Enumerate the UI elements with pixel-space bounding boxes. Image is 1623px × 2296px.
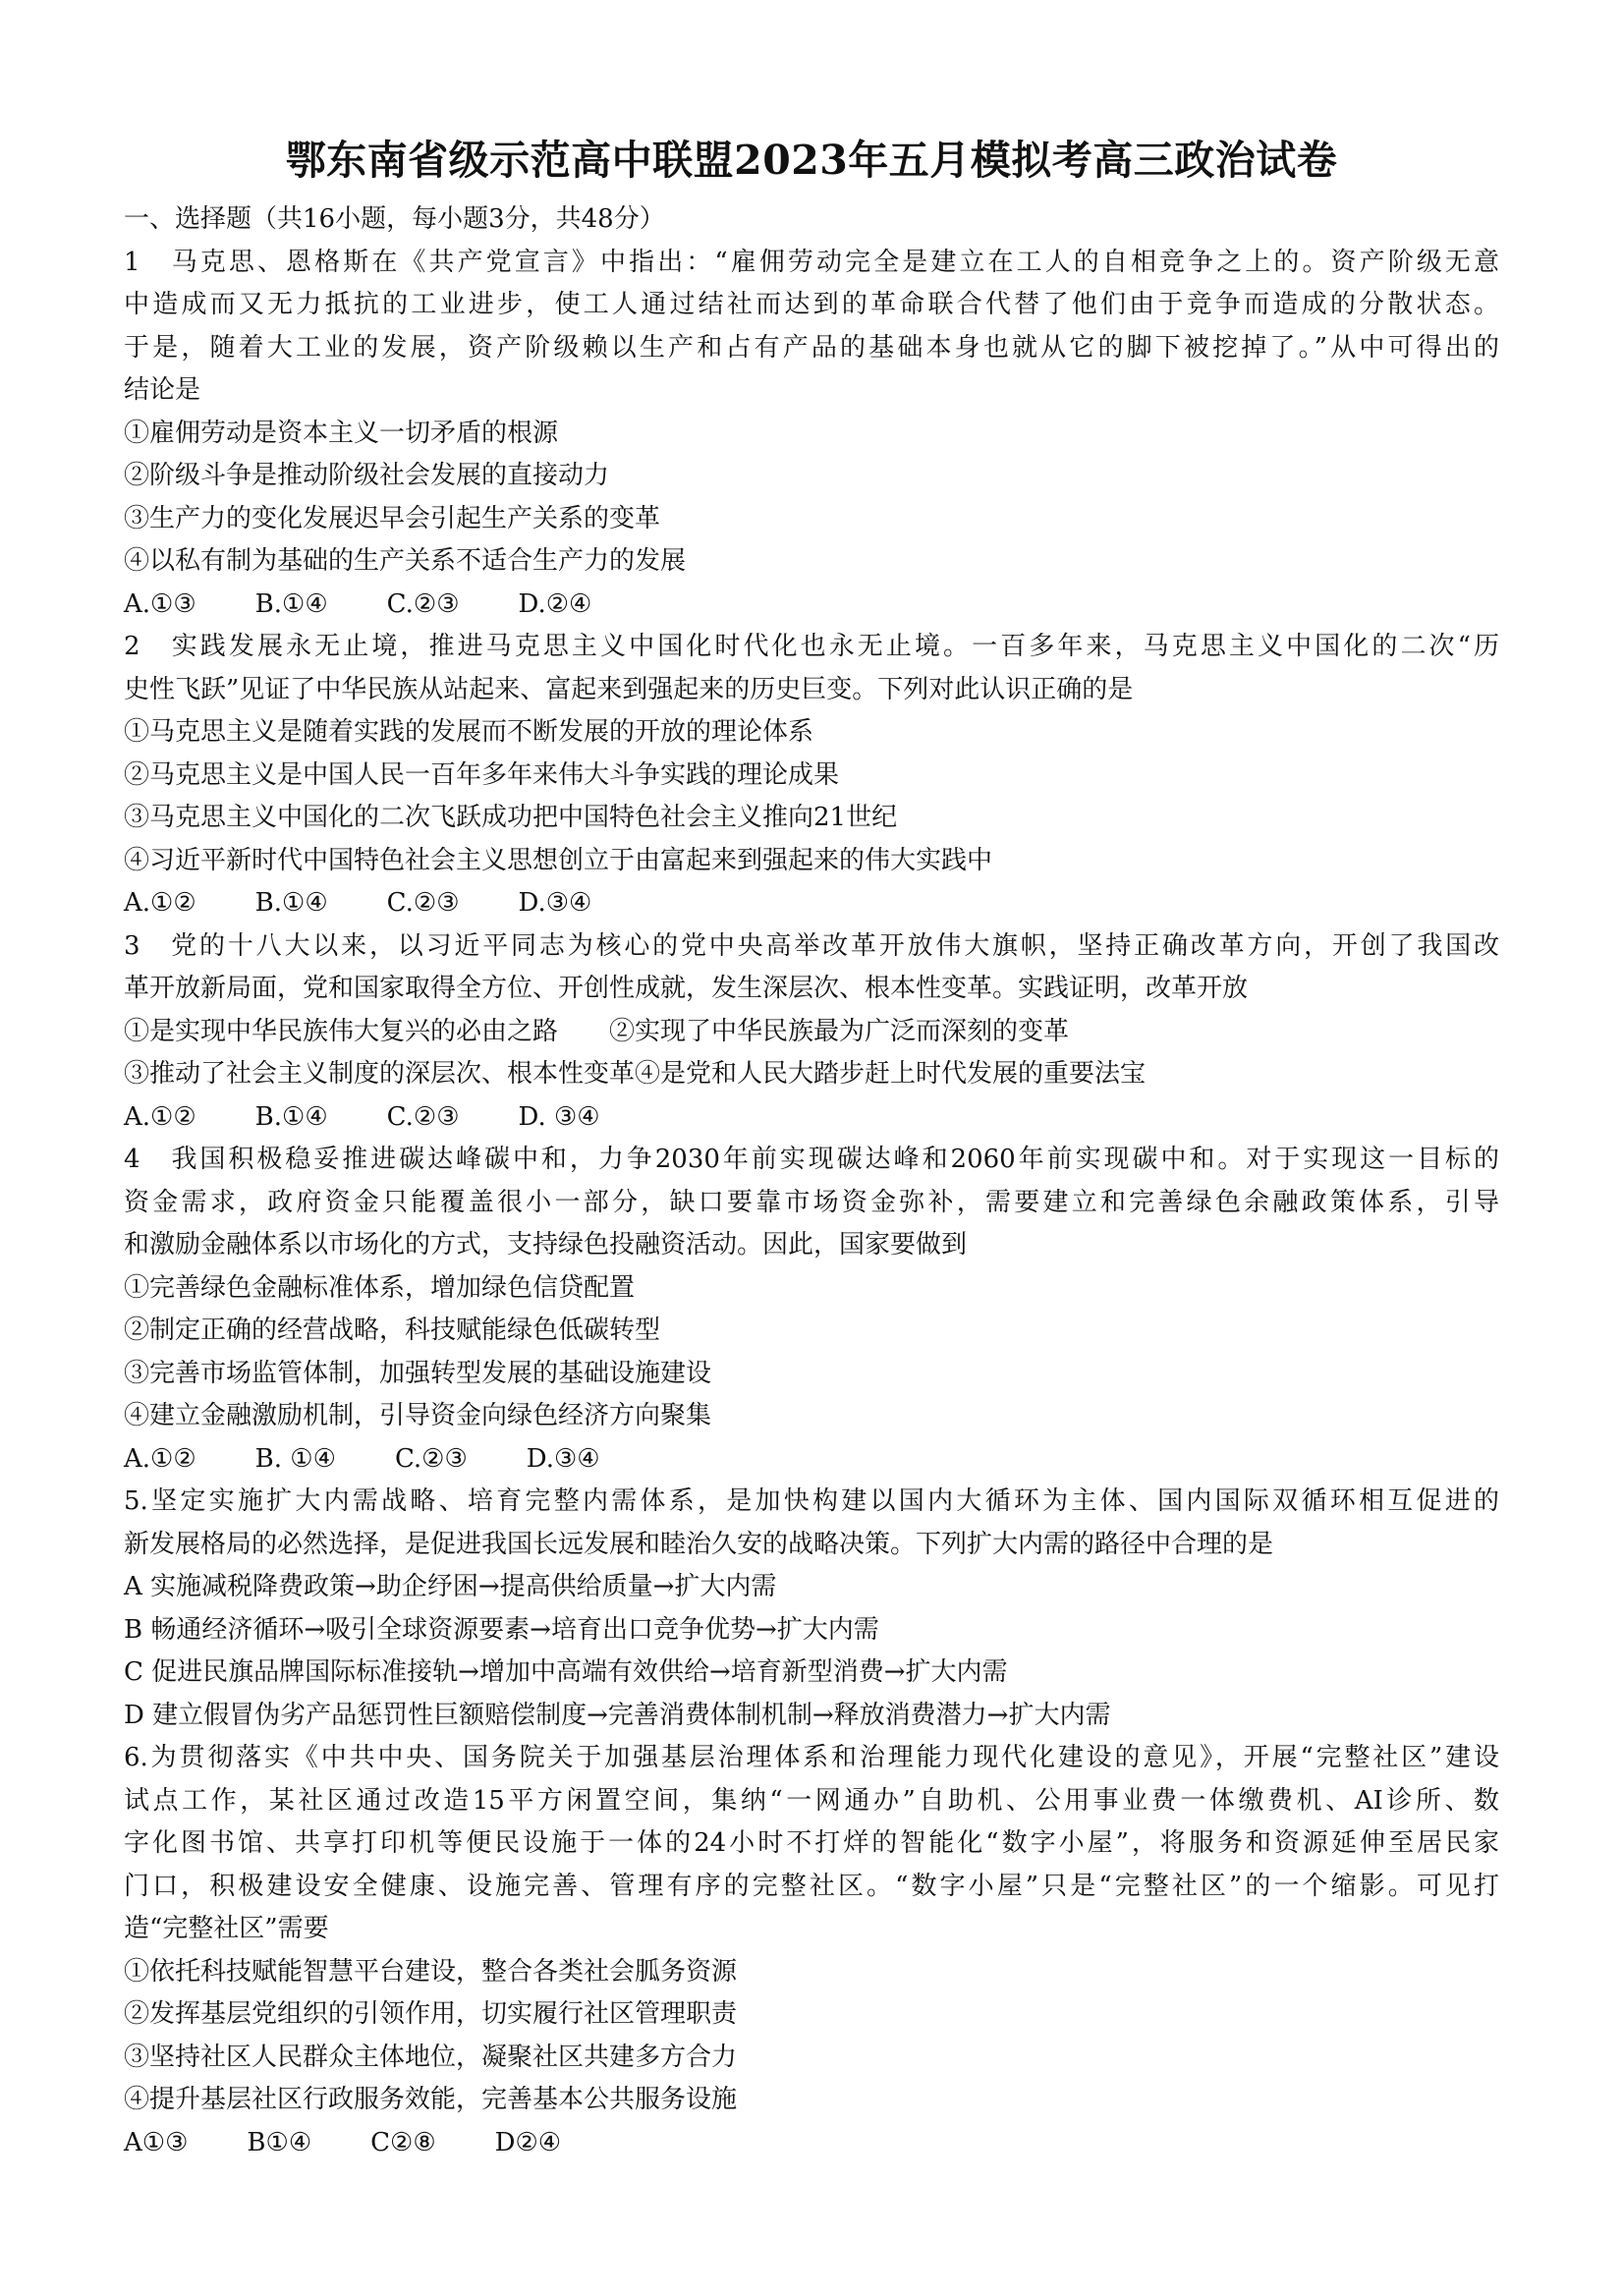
choice-option-c: C 促进民旗品牌国际标准接轨→增加中高端有效供给→培育新型消费→扩大内需: [124, 1657, 1008, 1687]
statement-option: ①完善绿色金融标准体系，增加绿色信贷配置: [124, 1272, 636, 1303]
question-stem-line: 门口，积极建设安全健康、设施完善、管理有序的完整社区。“数字小屋”只是“完整社区”的一个缩影。可见打: [124, 1871, 1499, 1901]
answer-choices: [124, 584, 1499, 627]
question-stem-line: 6.为贯彻落实《中共中央、国务院关于加强基层治理体系和治理能力现代化建设的意见》，开展“完整社区”建设: [124, 1743, 1499, 1772]
question-1: [124, 242, 1499, 627]
question-stem-line: 中造成而又无力抵抗的工业进步，使工人通过结社而达到的革命联合代替了他们由于竞争而造成的分散状态。: [124, 290, 1499, 319]
answer-choice-a: A.①②: [124, 888, 196, 918]
answer-choice-d: D.③④: [518, 888, 592, 918]
statement-option: ③坚持社区人民群众主体地位，凝聚社区共建多方合力: [124, 2042, 738, 2072]
answer-choice-a: A.①②: [124, 1101, 196, 1132]
question-5: [124, 1481, 1499, 1737]
choice-option-b: B 畅通经济循环→吸引全球资源要素→培育出口竞争优势→扩大内需: [124, 1614, 879, 1645]
section-heading: 一、选择题（共16小题，每小题3分，共48分）: [124, 204, 665, 234]
question-stem-line: 新发展格局的必然选择，是促进我国长远发展和睦治久安的战略决策。下列扩大内需的路径中合理的是: [124, 1529, 1274, 1559]
answer-choice-d: D.②④: [518, 588, 592, 619]
statement-option: ①依托科技赋能智慧平台建设，整合各类社会胍务资源: [124, 1956, 738, 1987]
statement-option: ③推动了社会主义制度的深层次、根本性变革④是党和人民大踏步赶上时代发展的重要法宝: [124, 1059, 1147, 1089]
question-6: [124, 1737, 1499, 2164]
question-stem-line: 造“完整社区”需要: [124, 1914, 329, 1943]
question-stem-line: 2 实践发展永无止境，推进马克思主义中国化时代化也永无止境。一百多年来，马克思主义中国化的二次“历: [124, 632, 1499, 661]
statement-option: ②发挥基层党组织的引领作用，切实履行社区管理职责: [124, 1999, 738, 2029]
answer-choices: [124, 1096, 1499, 1140]
question-stem-line: 3 党的十八大以来，以习近平同志为核心的党中央高举改革开放伟大旗帜，坚持正确改革方向，开创了我国改: [124, 930, 1499, 961]
answer-choice-d: D.③④: [526, 1443, 600, 1474]
statement-option: ④以私有制为基础的生产关系不适合生产力的发展: [124, 546, 687, 576]
question-stem-line: 革开放新局面，党和国家取得全方位、开创性成就，发生深层次、根本性变革。实践证明，改革开放: [124, 974, 1249, 1003]
statement-option: ②制定正确的经营战略，科技赋能绿色低碳转型: [124, 1316, 661, 1345]
answer-choice-b: B.①④: [254, 588, 328, 619]
answer-choice-c: C.②③: [386, 1101, 460, 1132]
answer-choice-d: D②④: [494, 2127, 562, 2157]
statement-option: ①雇佣劳动是资本主义一切矛盾的根源: [124, 418, 559, 448]
answer-choices: [124, 1438, 1499, 1482]
answer-choice-b: B.①④: [254, 1101, 328, 1132]
question-stem-line: 5.坚定实施扩大内需战略、培育完整内需体系，是加快构建以国内大循环为主体、国内国际双循环相互促进的: [124, 1486, 1499, 1516]
answer-choices: [124, 882, 1499, 925]
statement-option: ①马克思主义是随着实践的发展而不断发展的开放的理论体系: [124, 717, 814, 747]
statement-option: ④建立金融激励机制，引导资金向绿色经济方向聚集: [124, 1401, 712, 1430]
statement-option: ④习近平新时代中国特色社会主义思想创立于由富起来到强起来的伟大实践中: [124, 845, 993, 875]
question-stem-line: 史性飞跃”见证了中华民族从站起来、富起来到强起来的历史巨变。下列对此认识正确的是: [124, 674, 1134, 704]
statement-option: ④提升基层社区行政服务效能，完善基本公共服务设施: [124, 2085, 738, 2114]
question-2: [124, 626, 1499, 925]
exam-title: 鄂东南省级示范高中联盟2023年五月模拟考高三政治试卷: [285, 137, 1338, 184]
answer-choice-c: C②⑧: [370, 2127, 436, 2157]
statement-option: ②马克思主义是中国人民一百年多年来伟大斗争实践的理论成果: [124, 759, 840, 790]
question-stem-line: 和激励金融体系以市场化的方式，支持绿色投融资活动。因此，国家要做到: [124, 1230, 968, 1260]
statement-option: ③马克思主义中国化的二次飞跃成功把中国特色社会主义推向21世纪: [124, 803, 898, 832]
question-stem-line: 资金需求，政府资金只能覆盖很小一部分，缺口要靠市场资金弥补，需要建立和完善绿色余融政策体系，引导: [124, 1187, 1499, 1217]
answer-choice-a: A①③: [124, 2127, 189, 2157]
statement-option: ③完善市场监管体制，加强转型发展的基础设施建设: [124, 1358, 712, 1388]
answer-choice-a: A.①②: [124, 1443, 196, 1474]
answer-choice-c: C.②③: [386, 888, 460, 918]
question-stem-line: 于是，随着大工业的发展，资产阶级赖以生产和占有产品的基础本身也就从它的脚下被挖掉了。”从中可得出的: [124, 332, 1499, 363]
question-stem-line: 1 马克思、恩格斯在《共产党宣言》中指出：“雇佣劳动完全是建立在工人的自相竞争之上的。资产阶级无意: [124, 247, 1499, 277]
answer-choice-b: B①④: [247, 2127, 312, 2157]
question-stem-line: 试点工作，某社区通过改造15平方闲置空间，集纳“一网通办”自助机、公用事业费一体缴费机、AI诊所、数: [124, 1785, 1499, 1816]
question-stem-line: 字化图书馆、共享打印机等便民设施于一体的24小时不打烊的智能化“数字小屋”，将服务和资源延伸至居民家: [124, 1828, 1499, 1858]
choice-option-d: D 建立假冒伪劣产品惩罚性巨额赔偿制度→完善消费体制机制→释放消费潜力→扩大内需: [124, 1700, 1111, 1730]
answer-choice-c: C.②③: [386, 588, 460, 619]
question-stem-line: 结论是: [124, 375, 201, 405]
question-stem-line: 4 我国积极稳妥推进碳达峰碳中和，力争2030年前实现碳达峰和2060年前实现碳中和。对于实现这一目标的: [124, 1145, 1499, 1174]
choice-option-a: A 实施减税降费政策→助企纾困→提高供给质量→扩大内需: [124, 1572, 777, 1601]
statement-option: ①是实现中华民族伟大复兴的必由之路 ②实现了中华民族最为广泛而深刻的变革: [124, 1016, 1070, 1046]
answer-choices: [124, 2122, 1499, 2165]
answer-choice-c: C.②③: [394, 1443, 468, 1474]
answer-choice-b: B. ①④: [254, 1443, 336, 1474]
answer-choice-a: A.①③: [124, 588, 196, 619]
answer-choice-b: B.①④: [254, 888, 328, 918]
question-4: [124, 1139, 1499, 1481]
statement-option: ②阶级斗争是推动阶级社会发展的直接动力: [124, 461, 610, 490]
statement-option: ③生产力的变化发展迟早会引起生产关系的变革: [124, 503, 661, 533]
question-3: [124, 925, 1499, 1140]
answer-choice-d: D. ③④: [518, 1101, 600, 1132]
